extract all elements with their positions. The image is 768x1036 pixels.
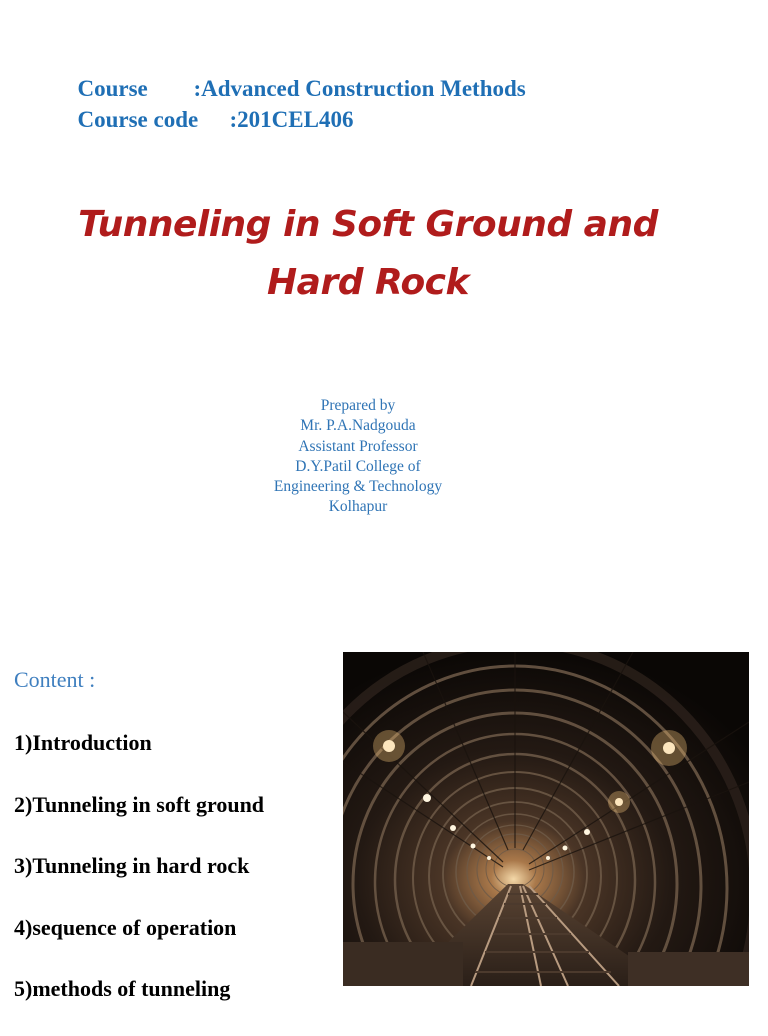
- prepared-by-label: Prepared by: [320, 397, 396, 414]
- course-value: :Advanced Construction Methods: [193, 76, 526, 101]
- content-item: 2)Tunneling in soft ground: [14, 791, 265, 817]
- title-line-1: Tunneling in Soft Ground and: [78, 204, 658, 245]
- document-title: [0, 196, 736, 312]
- author-college-cont: Engineering & Technology: [273, 478, 443, 496]
- content-item: 3)Tunneling in hard rock: [14, 853, 250, 878]
- author-city: Kolhapur: [328, 498, 388, 516]
- content-item: 4)sequence of operation: [14, 914, 237, 940]
- course-code-line: [66, 81, 353, 133]
- content-heading: Content :: [14, 667, 96, 692]
- course-label: Course: [77, 76, 148, 101]
- content-item: 1)Introduction: [14, 730, 152, 755]
- author-block: [208, 396, 508, 518]
- author-college: D.Y.Patil College of: [295, 457, 421, 475]
- content-list: [14, 728, 264, 1036]
- author-designation: Assistant Professor: [298, 437, 418, 455]
- content-item: 5)methods of tunneling: [14, 976, 231, 1001]
- author-name: Mr. P.A.Nadgouda: [300, 417, 416, 435]
- course-code-label: Course code: [77, 107, 199, 132]
- title-line-2: Hard Rock: [267, 262, 469, 303]
- course-code-value: :201CEL406: [229, 107, 354, 132]
- tunnel-photo: [343, 652, 749, 986]
